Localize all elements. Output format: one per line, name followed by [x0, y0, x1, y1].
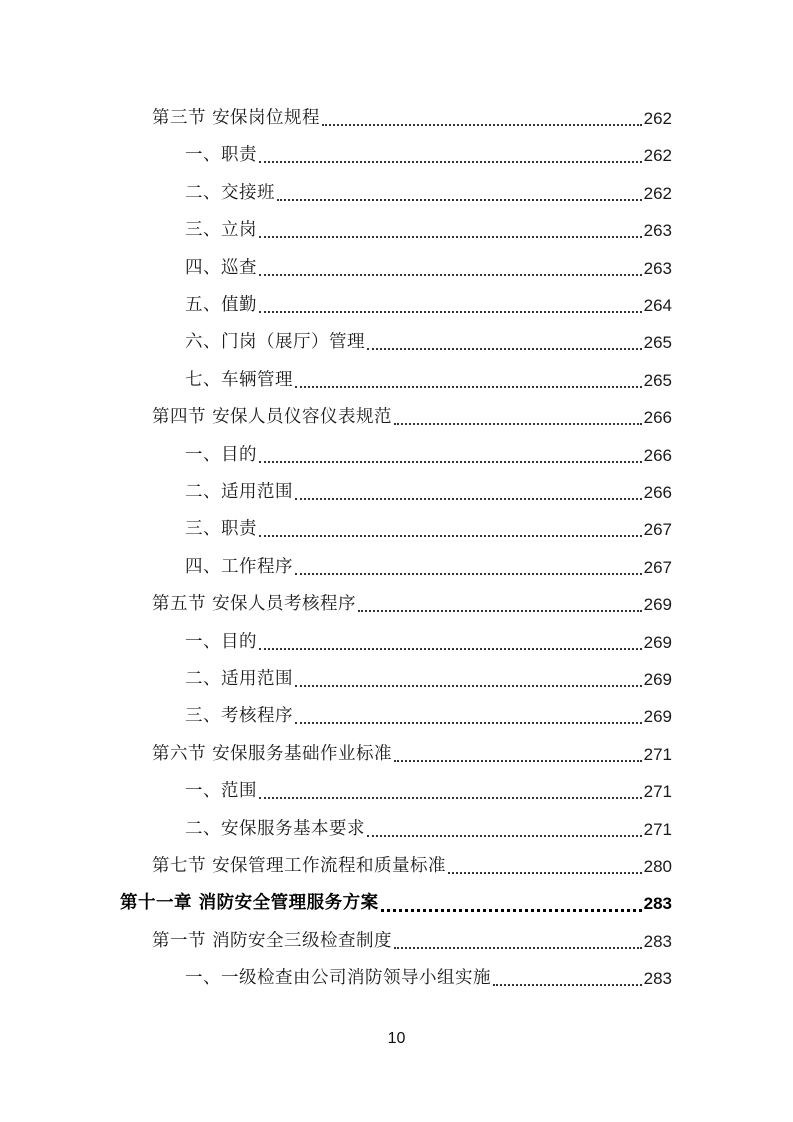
toc-entry-page: 271 — [643, 819, 672, 839]
toc-entry-page: 263 — [643, 221, 672, 241]
toc-entry-item[interactable] — [185, 960, 672, 997]
toc-entry-page: 265 — [643, 333, 672, 353]
toc-entry-page: 266 — [643, 445, 672, 465]
toc-entry-page: 269 — [643, 632, 672, 652]
toc-entry-page: 266 — [643, 408, 672, 428]
toc-entry-title: 四、工作程序 — [185, 556, 293, 577]
dot-leader — [277, 175, 642, 212]
toc-entry-page: 267 — [643, 520, 672, 540]
toc-entry-section[interactable] — [152, 848, 672, 885]
dot-leader — [259, 624, 642, 661]
toc-entry-title: 第四节 安保人员仪容仪表规范 — [152, 407, 393, 428]
dot-leader — [295, 474, 642, 511]
dot-leader — [322, 100, 642, 137]
toc-entry-item[interactable] — [185, 287, 672, 324]
dot-leader — [448, 848, 642, 885]
toc-entry-section[interactable] — [152, 100, 672, 137]
dot-leader — [358, 586, 642, 623]
toc-entry-page: 269 — [643, 707, 672, 727]
toc-entry-page: 283 — [643, 969, 672, 989]
toc-entry-page: 262 — [643, 109, 672, 128]
toc-entry-item[interactable] — [185, 624, 672, 661]
dot-leader — [493, 960, 642, 997]
dot-leader — [259, 287, 642, 324]
toc-entry-title: 四、巡查 — [185, 257, 257, 278]
toc-entry-page: 280 — [643, 857, 672, 876]
dot-leader — [295, 661, 642, 698]
dot-leader — [259, 137, 642, 174]
dot-leader — [259, 773, 642, 810]
toc-entry-page: 269 — [643, 670, 672, 689]
toc-entry-item[interactable] — [185, 511, 672, 548]
dot-leader — [394, 399, 642, 436]
toc-entry-section[interactable] — [152, 736, 672, 773]
toc-entry-title: 五、值勤 — [185, 295, 257, 315]
toc-entry-page: 266 — [643, 483, 672, 502]
toc-entry-title: 第七节 安保管理工作流程和质量标准 — [152, 856, 447, 876]
toc-entry-item[interactable] — [185, 661, 672, 698]
toc-entry-title: 一、职责 — [185, 145, 257, 166]
toc-entry-title: 第五节 安保人员考核程序 — [152, 594, 357, 615]
toc-entry-item[interactable] — [185, 549, 672, 586]
toc-entry-page: 264 — [643, 296, 672, 315]
toc-entry-title: 二、安保服务基本要求 — [185, 818, 365, 839]
toc-entry-chapter[interactable] — [120, 885, 672, 922]
toc-entry-page: 271 — [643, 744, 672, 764]
dot-leader — [295, 549, 642, 586]
dot-leader — [295, 698, 642, 735]
toc-entry-section[interactable] — [152, 923, 672, 960]
dot-leader — [295, 362, 642, 399]
toc-entry-title: 第一节 消防安全三级检查制度 — [152, 930, 393, 951]
toc-entry-title: 一、目的 — [185, 631, 257, 652]
toc-entry-title: 二、适用范围 — [185, 482, 293, 502]
toc-entry-title: 第六节 安保服务基础作业标准 — [152, 743, 393, 764]
toc-entry-title: 六、门岗（展厅）管理 — [185, 332, 365, 353]
toc-entry-page: 265 — [643, 370, 672, 390]
toc-entry-title: 七、车辆管理 — [185, 369, 293, 390]
toc-entry-item[interactable] — [185, 698, 672, 735]
toc-entry-section[interactable] — [152, 586, 672, 623]
toc-entry-title: 二、交接班 — [185, 182, 275, 203]
page-number: 10 — [387, 1030, 406, 1047]
toc-entry-page: 271 — [643, 782, 672, 802]
toc-entry-title: 第三节 安保岗位规程 — [152, 108, 321, 128]
toc-entry-title: 一、一级检查由公司消防领导小组实施 — [185, 968, 491, 989]
toc-entry-item[interactable] — [185, 250, 672, 287]
toc-entry-item[interactable] — [185, 474, 672, 511]
toc-entry-item[interactable] — [185, 324, 672, 361]
dot-leader — [259, 437, 642, 474]
toc-entry-title: 第十一章 消防安全管理服务方案 — [120, 893, 379, 914]
toc-entry-title: 一、范围 — [185, 781, 257, 802]
dot-leader — [381, 885, 642, 922]
dot-leader — [259, 511, 642, 548]
toc-entry-page: 283 — [643, 931, 672, 951]
toc-entry-page: 262 — [643, 183, 672, 203]
toc-entry-page: 269 — [643, 595, 672, 615]
dot-leader — [259, 250, 642, 287]
toc-entry-section[interactable] — [152, 399, 672, 436]
toc-entry-title: 三、立岗 — [185, 220, 257, 241]
toc-entry-item[interactable] — [185, 811, 672, 848]
toc-entry-title: 一、目的 — [185, 444, 257, 465]
toc-entry-page: 267 — [643, 557, 672, 577]
dot-leader — [259, 212, 642, 249]
toc-entry-item[interactable] — [185, 175, 672, 212]
toc-entry-title: 三、职责 — [185, 519, 257, 540]
toc-entry-item[interactable] — [185, 212, 672, 249]
toc-entry-item[interactable] — [185, 362, 672, 399]
toc-entry-title: 二、适用范围 — [185, 669, 293, 689]
toc-entry-item[interactable] — [185, 137, 672, 174]
dot-leader — [394, 923, 642, 960]
toc-entry-page: 283 — [643, 894, 672, 914]
toc-entry-item[interactable] — [185, 773, 672, 810]
dot-leader — [394, 736, 642, 773]
dot-leader — [367, 324, 642, 361]
dot-leader — [367, 811, 642, 848]
toc-entry-title: 三、考核程序 — [185, 706, 293, 727]
toc-entry-page: 263 — [643, 258, 672, 278]
toc-entry-item[interactable] — [185, 437, 672, 474]
toc-entry-page: 262 — [643, 146, 672, 166]
